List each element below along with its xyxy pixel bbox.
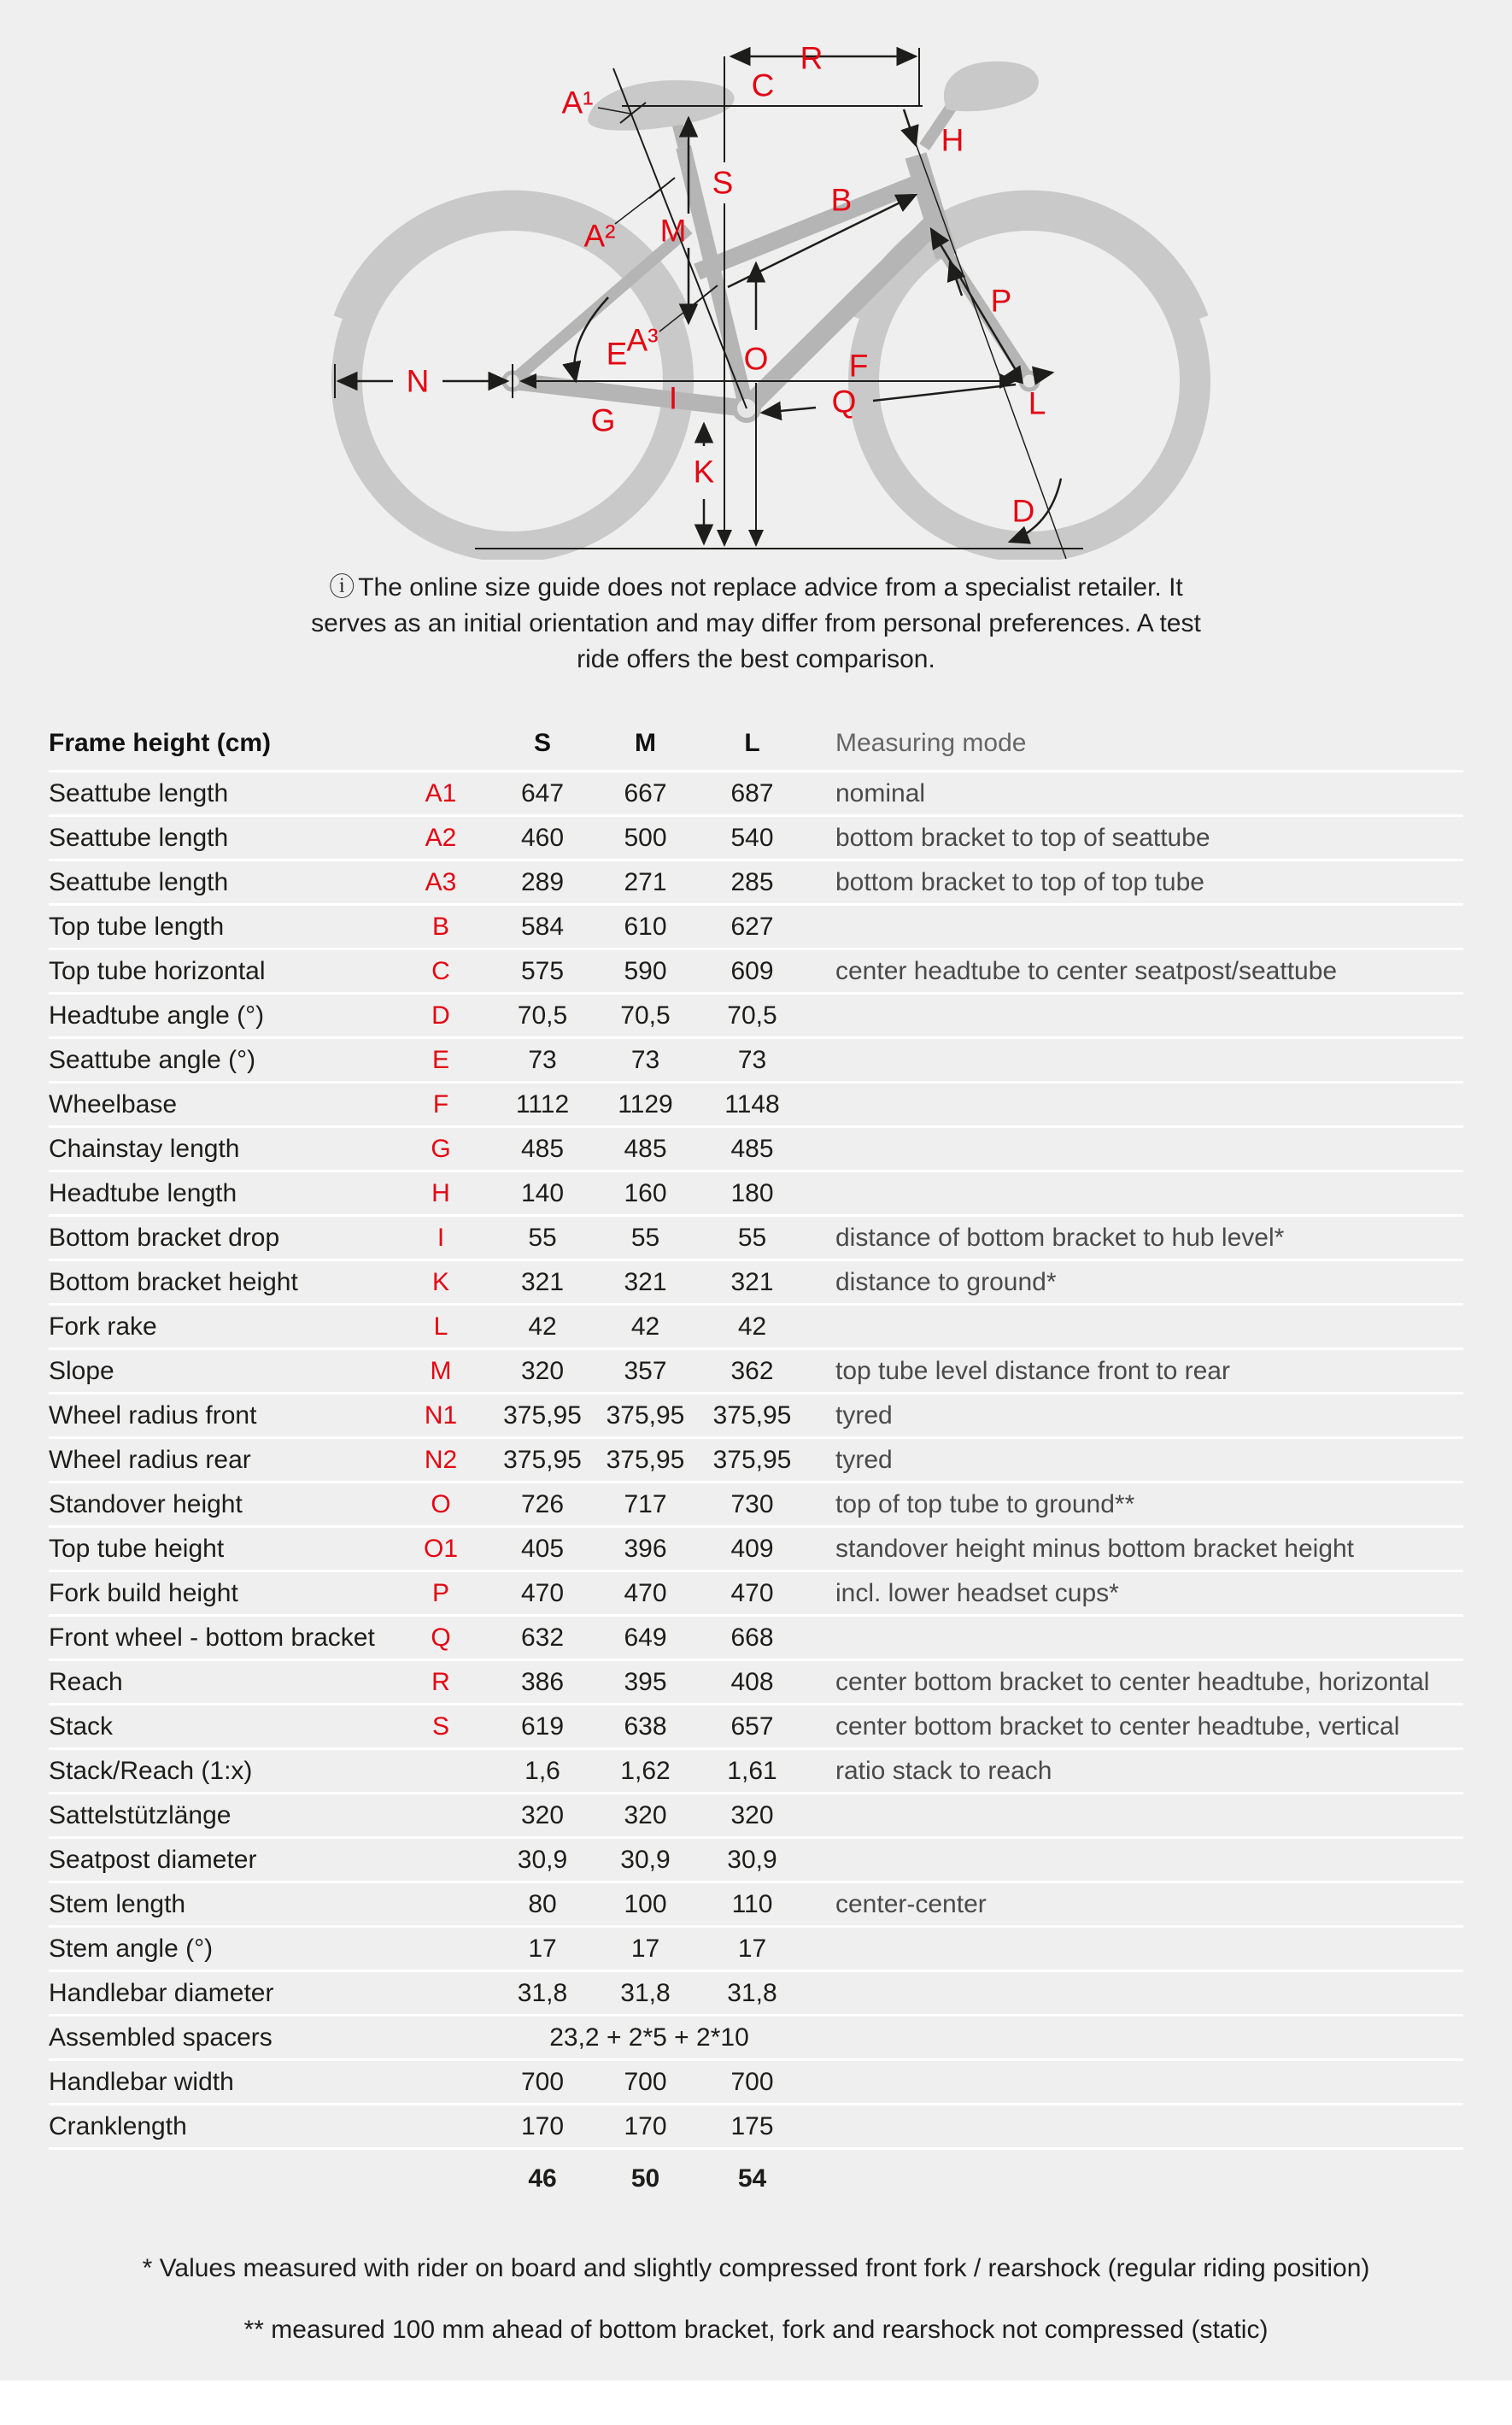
row-value-s: 46 [528,2164,557,2193]
row-value-l: 657 [730,1712,774,1741]
row-value-m: 357 [624,1356,667,1385]
row-value-m: 638 [624,1712,667,1741]
bike-diagram-svg [0,0,1512,560]
row-value-s: 575 [520,956,565,985]
row-mode: incl. lower headset cups* [835,1578,1119,1607]
footnotes [0,2253,1512,2346]
row-value-s: 470 [520,1578,565,1607]
diagram-label-b: B [830,182,853,218]
row-value-m: 375,95 [606,1445,685,1474]
row-label: Seattube angle (°) [49,1045,256,1074]
table-row [49,1392,1463,1436]
table-row [49,1836,1463,1881]
row-value-l: 285 [730,867,774,896]
table-row [49,2014,1463,2058]
row-value-m: 500 [624,823,667,852]
row-label: Seattube length [49,867,229,896]
diagram-label-k: K [693,454,715,490]
row-value-l: 409 [730,1534,774,1563]
diagram-label-s: S [712,165,734,201]
row-value-s: 485 [520,1134,565,1163]
row-label: Sattelstützlänge [49,1800,231,1829]
table-row [49,1925,1463,1970]
row-label: Standover height [49,1489,243,1518]
row-value-s: 726 [520,1489,565,1518]
row-value-s: 386 [520,1667,565,1696]
row-mode: top of top tube to ground** [835,1489,1135,1518]
row-value-m: 610 [624,912,667,941]
header-frame-height: Frame height (cm) [49,729,272,757]
row-value-m: 50 [630,2164,660,2193]
row-value-l: 180 [730,1178,774,1207]
row-label: Slope [49,1356,114,1385]
diagram-label-d: D [1011,493,1035,529]
row-value-s: 375,95 [503,1400,582,1430]
row-letter: F [432,1089,449,1119]
row-label: Wheel radius rear [49,1445,251,1474]
row-value-l: 31,8 [727,1978,777,2007]
row-value-m: 42 [630,1312,660,1341]
diagram-label-h: H [941,122,964,158]
row-value-l: 320 [730,1800,774,1829]
q-arrow [762,408,816,413]
row-label: Stem angle (°) [49,1934,214,1963]
row-label: Cranklength [49,2111,187,2140]
row-value-m: 70,5 [620,1001,671,1030]
row-mode: distance to ground* [835,1267,1057,1296]
l-arrow-left [1003,376,1013,378]
row-value-s: 70,5 [517,1001,568,1030]
row-value-s: 1,6 [525,1756,560,1785]
row-value-s: 584 [520,912,565,941]
row-label: Front wheel - bottom bracket [49,1623,375,1652]
row-letter: Q [431,1623,451,1652]
row-value-s: 80 [528,1889,557,1918]
row-value-l: 42 [737,1312,767,1341]
row-letter: A2 [425,823,457,852]
row-letter: M [430,1356,452,1385]
row-value-l: 110 [731,1889,773,1918]
row-label: Wheelbase [49,1089,178,1119]
row-value-m: 31,8 [620,1978,671,2007]
handlebar [944,62,1039,111]
table-row [49,770,1463,814]
diagram-label-e: E [606,336,628,372]
table-row [49,859,1463,903]
chainstay-tube [513,381,747,408]
diagram-label-n: N [406,363,430,399]
row-value-m: 649 [624,1623,667,1652]
row-value-s: 632 [520,1623,565,1652]
row-letter: N1 [424,1400,458,1430]
row-value-m: 717 [624,1489,667,1518]
header-measuring-mode: Measuring mode [835,729,1027,757]
row-letter: C [431,956,450,985]
size-table [49,717,1463,2207]
row-value-l: 700 [730,2067,774,2096]
row-letter: N2 [424,1445,458,1474]
row-value-l: 321 [730,1267,774,1296]
row-value-l: 627 [730,912,774,941]
q-line [873,385,1016,401]
diagram-label-g: G [590,402,616,438]
row-letter: K [431,1267,449,1296]
row-label: Seatpost diameter [49,1845,257,1874]
row-label: Seattube length [49,823,229,852]
footnote-2: ** measured 100 mm ahead of bottom bracket, fork and rearshock not compressed (static) [243,2316,1269,2344]
diagram-label-r: R [800,40,823,76]
table-row [49,1303,1463,1348]
row-label: Headtube angle (°) [49,1001,265,1030]
row-label: Stack/Reach (1:x) [49,1756,253,1785]
row-value-s: 55 [528,1223,557,1252]
row-value-l: 175 [730,2111,774,2140]
row-value-s: 700 [520,2067,565,2096]
row-value-m: 700 [624,2067,667,2096]
diagram-label-o: O [743,341,769,377]
table-row [49,1036,1463,1081]
row-value-m: 485 [624,1134,667,1163]
row-label: Handlebar width [49,2067,234,2096]
row-mode: bottom bracket to top of top tube [835,867,1204,896]
table-row [49,992,1463,1036]
row-value-l: 375,95 [712,1445,792,1474]
row-value-l: 1148 [724,1089,780,1119]
row-mode: tyred [835,1400,893,1430]
info-note [299,570,1213,678]
row-value-l: 375,95 [712,1400,792,1430]
diagram-label-a1: A¹ [561,85,594,120]
row-mode: center bottom bracket to center headtube, horizontal [835,1667,1430,1696]
row-letter: O1 [423,1534,459,1563]
row-label: Bottom bracket drop [49,1223,280,1252]
row-value-s: 17 [528,1934,557,1963]
row-value-l: 70,5 [727,1001,777,1030]
row-value-m: 30,9 [620,1845,671,1874]
row-label: Chainstay length [49,1134,240,1163]
row-label: Top tube horizontal [49,956,266,985]
row-mode: center headtube to center seatpost/seattube [835,956,1338,985]
row-label: Fork build height [49,1578,238,1607]
row-mode: nominal [835,778,926,807]
table-row [49,1659,1463,1703]
diagram-label-q: Q [831,384,857,420]
row-value-s: 321 [520,1267,565,1296]
diagram-label-l: L [1028,385,1046,421]
row-value-s: 140 [520,1178,565,1207]
row-label: Fork rake [49,1312,157,1341]
footnote-1: * Values measured with rider on board and slightly compressed front fork / rearshock (regular riding position) [142,2254,1370,2282]
row-value-s: 73 [528,1045,557,1074]
table-row [49,1792,1463,1836]
table-row [49,1348,1463,1392]
table-row [49,1747,1463,1792]
a2-leader [615,190,659,224]
diagram-label-c: C [751,68,775,103]
row-letter: L [433,1312,448,1341]
l-arrow-right [1042,373,1052,374]
row-value-l: 687 [730,778,774,807]
row-value-m: 55 [630,1223,660,1252]
row-value-l: 408 [730,1667,774,1696]
table-row [49,2103,1463,2147]
row-value-m: 1129 [618,1089,673,1119]
table-row [49,1125,1463,1170]
row-value-s: 320 [520,1356,565,1385]
row-mode: standover height minus bottom bracket height [835,1534,1355,1563]
row-value-l: 668 [730,1623,774,1652]
table-row [49,2147,1463,2207]
row-letter: P [431,1578,449,1607]
row-value-l: 1,61 [727,1756,777,1785]
row-value-l: 362 [730,1356,774,1385]
row-value-s: 460 [520,823,565,852]
table-body [49,770,1463,2207]
row-letter: I [437,1223,445,1252]
row-value-l: 609 [730,956,774,985]
row-value-l: 470 [730,1578,774,1607]
row-letter: G [431,1134,451,1163]
table-row [49,1214,1463,1259]
row-value-l: 30,9 [727,1845,777,1874]
row-label: Headtube length [49,1178,237,1207]
row-value-l: 540 [730,823,774,852]
table-row [49,1881,1463,1925]
row-letter: R [431,1667,450,1696]
row-value-m: 170 [624,2111,667,2140]
diagram-label-m: M [659,213,687,249]
row-value-s: 170 [520,2111,565,2140]
info-note-text: The online size guide does not replace advice from a specialist retailer. It serves as an initial orientation and may differ from personal preferences. A test ride offers the best comparison. [311,573,1201,673]
table-row [49,1081,1463,1125]
row-value-m: 100 [624,1889,667,1918]
table-row [49,1570,1463,1614]
diagram-label-a3: A³ [626,322,659,358]
row-value-s: 1112 [515,1089,570,1119]
steering-axis-line [909,122,1066,559]
row-letter: A3 [425,867,457,896]
info-icon: ⓘ [329,573,355,602]
diagram-label-f: F [848,348,869,384]
row-value-m: 667 [624,778,667,807]
row-value-m: 160 [624,1178,667,1207]
row-letter: O [431,1489,451,1518]
table-row [49,1525,1463,1570]
table-row [49,1436,1463,1481]
header-size-m: M [635,729,656,757]
table-row [49,814,1463,859]
row-value-m: 320 [624,1800,667,1829]
table-row [49,1259,1463,1303]
row-value-m: 396 [624,1534,667,1563]
row-value-l: 485 [730,1134,774,1163]
row-mode: tyred [835,1445,893,1474]
table-row [49,1970,1463,2014]
row-letter: S [431,1712,449,1741]
row-value-l: 730 [730,1489,774,1518]
table-header [49,717,1463,770]
row-span-value: 23,2 + 2*5 + 2*10 [549,2023,749,2052]
row-mode: center-center [835,1889,987,1918]
row-value-s: 405 [520,1534,565,1563]
row-label: Top tube height [49,1534,225,1563]
row-mode: top tube level distance front to rear [835,1356,1230,1385]
row-value-m: 395 [624,1667,667,1696]
row-value-s: 647 [520,778,565,807]
row-mode: center bottom bracket to center headtube, vertical [835,1712,1400,1741]
table-row [49,1614,1463,1659]
row-value-m: 321 [624,1267,667,1296]
row-value-s: 31,8 [517,1978,568,2007]
row-value-l: 17 [737,1934,767,1963]
row-value-l: 54 [737,2164,767,2193]
row-letter: B [431,912,449,941]
diagram-label-a2: A² [583,218,616,254]
row-label: Stem length [49,1889,186,1918]
bike-geometry-diagram [0,0,1512,560]
row-value-s: 320 [520,1800,565,1829]
header-size-l: L [744,729,760,757]
row-label: Stack [49,1712,114,1741]
row-value-m: 375,95 [606,1400,685,1430]
row-value-m: 73 [630,1045,660,1074]
row-label: Seattube length [49,778,229,807]
row-value-l: 73 [737,1045,767,1074]
diagram-label-i: I [668,380,678,416]
table-row [49,1481,1463,1525]
row-label: Reach [49,1667,123,1696]
row-value-m: 470 [624,1578,667,1607]
row-mode: bottom bracket to top of seattube [835,823,1210,852]
row-label: Top tube length [49,912,225,941]
row-value-l: 55 [737,1223,767,1252]
table-row [49,1170,1463,1214]
header-size-s: S [533,729,551,757]
row-value-s: 30,9 [517,1845,568,1874]
row-label: Wheel radius front [49,1400,257,1430]
diagram-label-p: P [990,283,1012,319]
row-letter: H [431,1178,450,1207]
row-label: Bottom bracket height [49,1267,298,1296]
row-mode: distance of bottom bracket to hub level* [835,1223,1285,1252]
row-value-s: 289 [520,867,565,896]
row-letter: E [431,1045,449,1074]
row-value-s: 619 [520,1712,565,1741]
table-row [49,1703,1463,1747]
row-value-m: 1,62 [620,1756,671,1785]
row-letter: A1 [425,778,457,807]
h-arrow-top [904,109,916,145]
row-label: Handlebar diameter [49,1978,274,2007]
row-value-s: 375,95 [503,1445,582,1474]
row-mode: ratio stack to reach [835,1756,1052,1785]
row-value-m: 271 [624,867,667,896]
row-letter: D [431,1001,450,1030]
table-row [49,903,1463,948]
row-label: Assembled spacers [49,2023,273,2052]
row-value-s: 42 [528,1312,557,1341]
table-row [49,2058,1463,2103]
table-row [49,948,1463,992]
row-value-m: 590 [624,956,667,985]
row-value-m: 17 [630,1934,660,1963]
